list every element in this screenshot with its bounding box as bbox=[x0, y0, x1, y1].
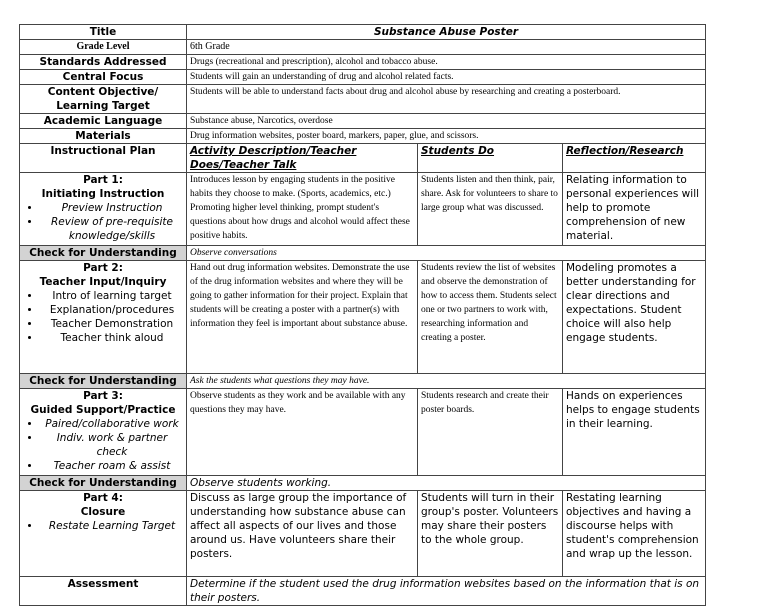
materials-label: Materials bbox=[20, 129, 187, 144]
part-3-name: Guided Support/Practice bbox=[30, 404, 176, 416]
part-4-activity: Discuss as large group the importance of understanding how substance abuse can affect all aspects of our lives and those around us. Have volunteers share their posters. bbox=[187, 491, 418, 577]
part-1-reflection: Relating information to personal experiences will help to promote comprehension of new material. bbox=[563, 173, 706, 246]
part-2-number: Part 2: bbox=[83, 262, 123, 274]
check-value-2: Ask the students what questions they may have. bbox=[187, 374, 706, 389]
academic-language-row bbox=[20, 114, 706, 129]
title-row bbox=[20, 25, 706, 40]
part-1-label bbox=[20, 173, 187, 246]
part-4-item: • Restate Learning Target bbox=[41, 519, 183, 533]
assessment-row bbox=[20, 577, 706, 606]
academic-language-value: Substance abuse, Narcotics, overdose bbox=[187, 114, 706, 129]
check-label-3: Check for Understanding bbox=[20, 476, 187, 491]
part-3-items bbox=[23, 417, 183, 473]
part-4-label bbox=[20, 491, 187, 577]
academic-language-label: Academic Language bbox=[20, 114, 187, 129]
assessment-label: Assessment bbox=[20, 577, 187, 606]
content-objective-label: Content Objective/ Learning Target bbox=[20, 85, 187, 114]
materials-row bbox=[20, 129, 706, 144]
part-2-items bbox=[23, 289, 183, 345]
standards-value: Drugs (recreational and prescription), alcohol and tobacco abuse. bbox=[187, 55, 706, 70]
part-1-row bbox=[20, 173, 706, 246]
part-2-item: • Explanation/procedures bbox=[41, 303, 183, 317]
part-1-name: Initiating Instruction bbox=[41, 188, 165, 200]
part-3-item: • Teacher roam & assist bbox=[41, 459, 183, 473]
part-4-items bbox=[23, 519, 183, 533]
check-row-3 bbox=[20, 476, 706, 491]
part-3-number: Part 3: bbox=[83, 390, 123, 402]
check-value-1: Observe conversations bbox=[187, 246, 706, 261]
central-focus-value: Students will gain an understanding of drug and alcohol related facts. bbox=[187, 70, 706, 85]
part-3-label bbox=[20, 389, 187, 476]
part-2-students: Students review the list of websites and observe the demonstration of how to access them. Students select one or two partners to work with, researching information and creating a poster. bbox=[418, 261, 563, 374]
part-3-item: • Paired/collaborative work bbox=[41, 417, 183, 431]
part-3-activity: Observe students as they work and be available with any questions they may have. bbox=[187, 389, 418, 476]
instructional-plan-label: Instructional Plan bbox=[20, 144, 187, 173]
part-4-students: Students will turn in their group's poster. Volunteers may share their posters to the whole group. bbox=[418, 491, 563, 577]
content-objective-row bbox=[20, 85, 706, 114]
part-4-reflection: Restating learning objectives and having a discourse helps with student's comprehension and wrap up the lesson. bbox=[563, 491, 706, 577]
lesson-plan-table bbox=[19, 24, 706, 606]
part-2-name: Teacher Input/Inquiry bbox=[39, 276, 167, 288]
central-focus-label: Central Focus bbox=[20, 70, 187, 85]
part-1-activity: Introduces lesson by engaging students in the positive habits they choose to make. (Sports, academics, etc.) Promoting higher level thinking, prompt student's questions about how drugs and alcohol would affect these positive habits. bbox=[187, 173, 418, 246]
part-1-items bbox=[23, 201, 183, 243]
activity-header: Activity Description/Teacher Does/Teacher Talk bbox=[187, 144, 418, 173]
check-row-1 bbox=[20, 246, 706, 261]
part-1-number: Part 1: bbox=[83, 174, 123, 186]
part-3-item: • Indiv. work & partner check bbox=[41, 431, 183, 459]
standards-label: Standards Addressed bbox=[20, 55, 187, 70]
check-value-3: Observe students working. bbox=[187, 476, 706, 491]
part-1-students: Students listen and then think, pair, share. Ask for volunteers to share to large group what was discussed. bbox=[418, 173, 563, 246]
part-3-students: Students research and create their poster boards. bbox=[418, 389, 563, 476]
content-objective-value: Students will be able to understand facts about drug and alcohol abuse by researching and creating a posterboard. bbox=[187, 85, 706, 114]
part-2-item: • Intro of learning target bbox=[41, 289, 183, 303]
part-3-row bbox=[20, 389, 706, 476]
title-label: Title bbox=[20, 25, 187, 40]
check-label-1: Check for Understanding bbox=[20, 246, 187, 261]
materials-value: Drug information websites, poster board, markers, paper, glue, and scissors. bbox=[187, 129, 706, 144]
grade-level-row bbox=[20, 40, 706, 55]
part-2-row bbox=[20, 261, 706, 374]
students-do-header: Students Do bbox=[418, 144, 563, 173]
part-1-item: • Preview Instruction bbox=[41, 201, 183, 215]
part-2-item: • Teacher think aloud bbox=[41, 331, 183, 345]
part-4-name: Closure bbox=[80, 506, 126, 518]
central-focus-row bbox=[20, 70, 706, 85]
grade-level-value: 6th Grade bbox=[187, 40, 706, 55]
check-row-2 bbox=[20, 374, 706, 389]
part-4-number: Part 4: bbox=[83, 492, 123, 504]
title-value: Substance Abuse Poster bbox=[187, 25, 706, 40]
grade-level-label: Grade Level bbox=[20, 40, 187, 55]
standards-row bbox=[20, 55, 706, 70]
part-1-item: • Review of pre-requisite knowledge/skills bbox=[41, 215, 183, 243]
part-2-activity: Hand out drug information websites. Demonstrate the use of the drug information websites and where they will be going to gather information for their project. Explain that students will be creating a poster with a partner(s) with information they feel is important about substance abuse. bbox=[187, 261, 418, 374]
plan-header-row bbox=[20, 144, 706, 173]
check-label-2: Check for Understanding bbox=[20, 374, 187, 389]
part-3-reflection: Hands on experiences helps to engage students in their learning. bbox=[563, 389, 706, 476]
reflection-header: Reflection/Research bbox=[563, 144, 706, 173]
part-2-label bbox=[20, 261, 187, 374]
part-2-item: • Teacher Demonstration bbox=[41, 317, 183, 331]
part-4-row bbox=[20, 491, 706, 577]
part-2-reflection: Modeling promotes a better understanding for clear directions and expectations. Student choice will also help engage students. bbox=[563, 261, 706, 374]
assessment-value: Determine if the student used the drug information websites based on the information that is on their posters. bbox=[187, 577, 706, 606]
